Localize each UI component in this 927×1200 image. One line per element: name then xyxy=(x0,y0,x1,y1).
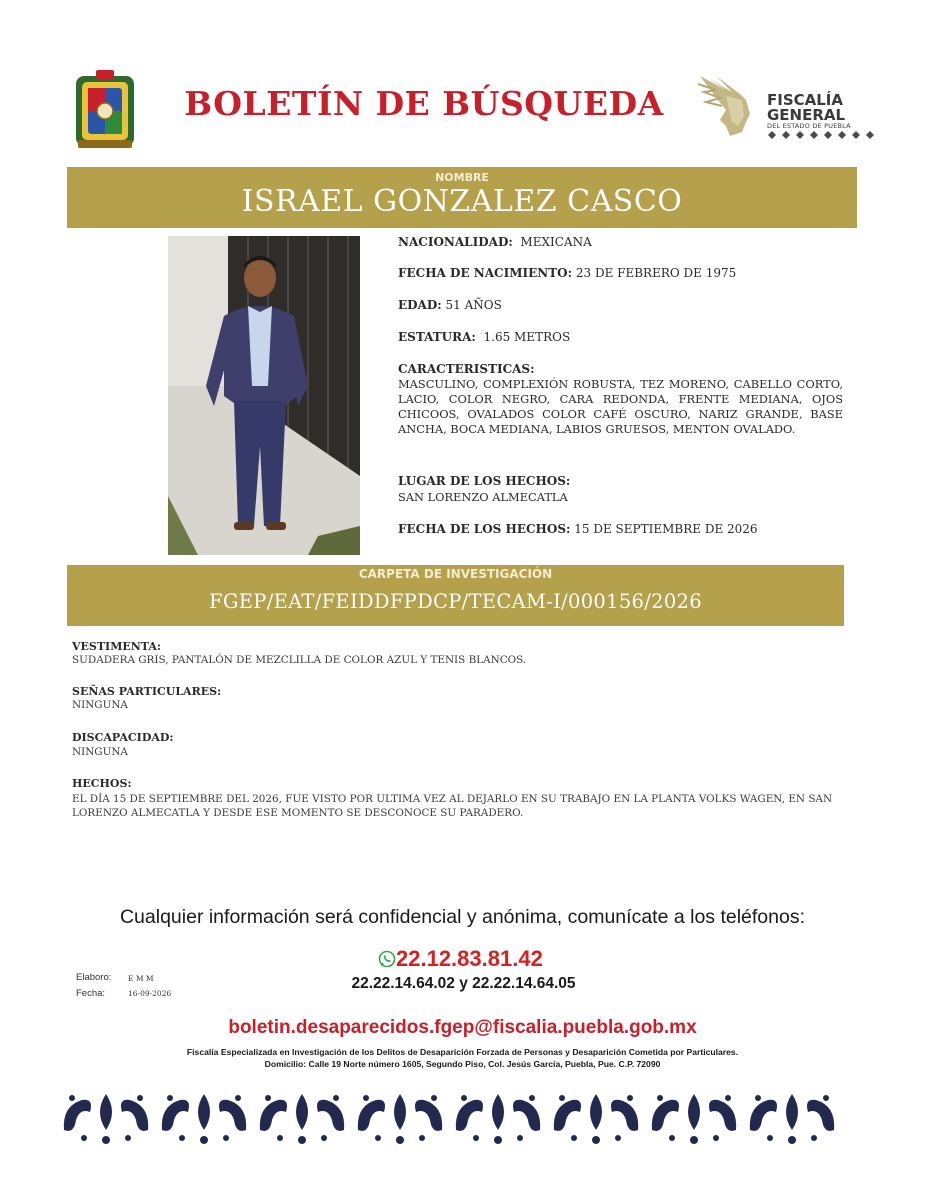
talavera-pattern-decoration xyxy=(60,1090,845,1146)
footer-address: Domicilio: Calle 19 Norte número 1605, Segundo Piso, Col. Jesús García, Puebla, Pue. C.P. 72090 xyxy=(264,1059,661,1069)
vestimenta-value: SUDADERA GRIS, PANTALÓN DE MEZCLILLA DE COLOR AZUL Y TENIS BLANCOS. xyxy=(72,654,527,666)
carpeta-value: FGEP/EAT/FEIDDFPDCP/TECAM-I/000156/2026 xyxy=(209,590,702,613)
footer-agency: Fiscalía Especializada en Investigación de los Delitos de Desaparición Forzada de Personas y Desaparición Cometida por Particulares. xyxy=(186,1047,739,1057)
logo-text-fiscalia: FISCALÍA xyxy=(767,91,843,109)
phone-main[interactable]: 22.12.83.81.42 xyxy=(396,946,543,971)
talavera-motif xyxy=(554,1094,638,1144)
elaboro-value: E M M xyxy=(128,974,154,983)
talavera-motif xyxy=(260,1094,344,1144)
hechos-value: EL DÍA 15 DE SEPTIEMBRE DEL 2026, FUE VISTO POR ULTIMA VEZ AL DEJARLO EN SU TRABAJO EN LA PLANTA VOLKS WAGEN, EN SAN LORENZO ALMECATLA Y DESDE ESE MOMENTO SE DESCONOCE SU PARADERO. xyxy=(72,793,833,819)
fecha-hechos-row xyxy=(398,522,758,536)
estatura-row xyxy=(398,330,570,344)
logo-pattern-decoration xyxy=(766,131,878,139)
logo-text-general: GENERAL xyxy=(767,106,846,124)
whatsapp-icon xyxy=(378,950,396,968)
talavera-motif xyxy=(652,1094,736,1144)
talavera-motif xyxy=(64,1094,148,1144)
page-title: BOLETÍN DE BÚSQUEDA xyxy=(184,84,664,123)
phones-other[interactable]: 22.22.14.64.02 y 22.22.14.64.05 xyxy=(351,975,576,992)
senas-label: SEÑAS PARTICULARES: xyxy=(72,685,222,698)
lugar-value: SAN LORENZO ALMECATLA xyxy=(398,490,568,504)
contact-email-link[interactable]: boletin.desaparecidos.fgep@fiscalia.puebla.gob.mx xyxy=(228,1017,697,1038)
caracteristicas-label: CARACTERISTICAS: xyxy=(398,362,535,376)
vestimenta-label: VESTIMENTA: xyxy=(72,640,161,653)
fecha-hechos-label: FECHA DE LOS HECHOS: xyxy=(398,522,571,536)
talavera-motif xyxy=(358,1094,442,1144)
person-photo xyxy=(168,236,360,555)
nacionalidad-label: NACIONALIDAD: xyxy=(398,235,513,249)
fecha-label: Fecha: xyxy=(76,988,106,999)
edad-row xyxy=(398,298,502,312)
talavera-motif xyxy=(456,1094,540,1144)
contact-message: Cualquier información será confidencial y anónima, comunícate a los teléfonos: xyxy=(119,906,806,928)
person-name: ISRAEL GONZALEZ CASCO xyxy=(241,184,683,219)
lugar-label: LUGAR DE LOS HECHOS: xyxy=(398,474,571,488)
estatura-value: 1.65 METROS xyxy=(483,330,571,344)
hechos-label: HECHOS: xyxy=(72,777,132,790)
edad-value: 51 AÑOS xyxy=(445,298,502,312)
talavera-motif xyxy=(750,1094,834,1144)
fecha-nacimiento-row xyxy=(398,266,736,280)
discapacidad-value: NINGUNA xyxy=(72,746,128,758)
puebla-state-seal-icon xyxy=(74,70,136,150)
estatura-label: ESTATURA: xyxy=(398,330,476,344)
fecha-value: 16-09-2026 xyxy=(128,989,172,998)
edad-label: EDAD: xyxy=(398,298,442,312)
logo-text-estado: DEL ESTADO DE PUEBLA xyxy=(767,122,851,130)
nacionalidad-row xyxy=(398,235,592,249)
fecha-nacimiento-value: 23 DE FEBRERO DE 1975 xyxy=(575,266,737,280)
senas-value: NINGUNA xyxy=(72,699,128,711)
discapacidad-label: DISCAPACIDAD: xyxy=(72,731,174,744)
fiscalia-head-logo-icon xyxy=(696,70,760,138)
talavera-motif xyxy=(162,1094,246,1144)
fecha-hechos-value: 15 DE SEPTIEMBRE DE 2026 xyxy=(574,522,758,536)
nacionalidad-value: MEXICANA xyxy=(520,235,592,249)
fecha-nacimiento-label: FECHA DE NACIMIENTO: xyxy=(398,266,573,280)
name-label: NOMBRE xyxy=(435,171,489,184)
caracteristicas-value: MASCULINO, COMPLEXIÓN ROBUSTA, TEZ MORENO, CABELLO CORTO, LACIO, COLOR NEGRO, CARA REDONDA, FRENTE MEDIANA, OJOS CHICOOS, OVALADOS COLOR CAFÉ OSCURO, NARIZ GRANDE, BASE ANCHA, BOCA MEDIANA, LABIOS GRUESOS, MENTON OVALADO. xyxy=(398,377,843,436)
carpeta-label: CARPETA DE INVESTIGACIÓN xyxy=(358,567,553,581)
elaboro-label: Elaboro: xyxy=(76,972,112,983)
